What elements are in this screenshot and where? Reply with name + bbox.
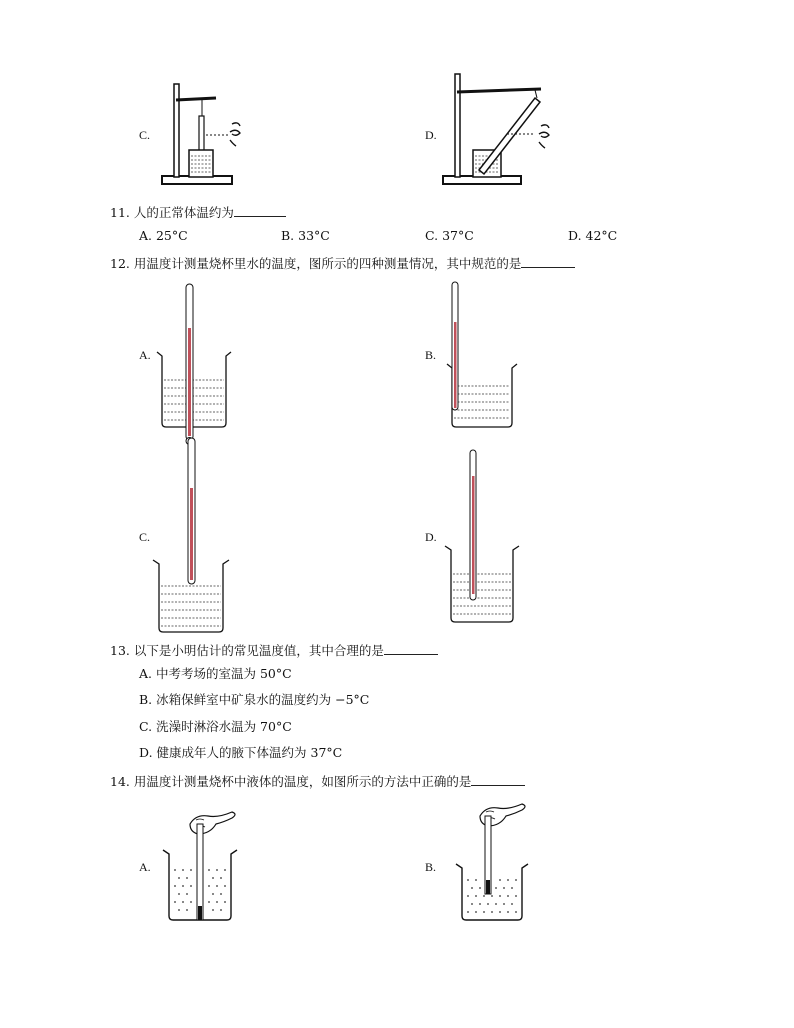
q11-stem: 11. 人的正常体温约为	[110, 205, 286, 221]
q14-figure-b	[452, 800, 537, 925]
q13-option-c[interactable]: C. 洗澡时淋浴水温为 70°C	[139, 719, 292, 734]
q12-option-d-label: D.	[425, 530, 437, 544]
q10-option-c-label: C.	[139, 128, 151, 142]
q12-option-a-label: A.	[139, 348, 151, 362]
q10-figure-d	[441, 72, 556, 190]
q12-option-c-label: C.	[139, 530, 151, 544]
q14-option-b-label: B.	[425, 860, 437, 874]
q14-option-a-label: A.	[139, 860, 151, 874]
q10-figure-c	[160, 80, 250, 190]
q12-figure-d	[444, 446, 524, 628]
q12-figure-a	[152, 280, 232, 430]
q11-option-a[interactable]: A. 25°C	[139, 228, 188, 243]
q11-option-c[interactable]: C. 37°C	[425, 228, 474, 243]
q10-option-d-label: D.	[425, 128, 437, 142]
q13-option-d[interactable]: D. 健康成年人的腋下体温约为 37°C	[139, 745, 343, 760]
q12-figure-b	[444, 280, 524, 430]
q12-option-b-label: B.	[425, 348, 437, 362]
q13-option-a[interactable]: A. 中考考场的室温为 50°C	[139, 666, 292, 681]
q12-stem: 12. 用温度计测量烧杯里水的温度，图所示的四种测量情况，其中规范的是	[110, 256, 575, 272]
q14-stem: 14. 用温度计测量烧杯中液体的温度，如图所示的方法中正确的是	[110, 774, 525, 790]
q14-figure-a	[160, 810, 250, 925]
q13-stem: 13. 以下是小明估计的常见温度值，其中合理的是	[110, 643, 438, 659]
q13-option-b[interactable]: B. 冰箱保鲜室中矿泉水的温度约为 −5°C	[139, 692, 370, 707]
q11-option-b[interactable]: B. 33°C	[281, 228, 330, 243]
q12-figure-c	[148, 436, 232, 636]
q11-option-d[interactable]: D. 42°C	[568, 228, 618, 243]
